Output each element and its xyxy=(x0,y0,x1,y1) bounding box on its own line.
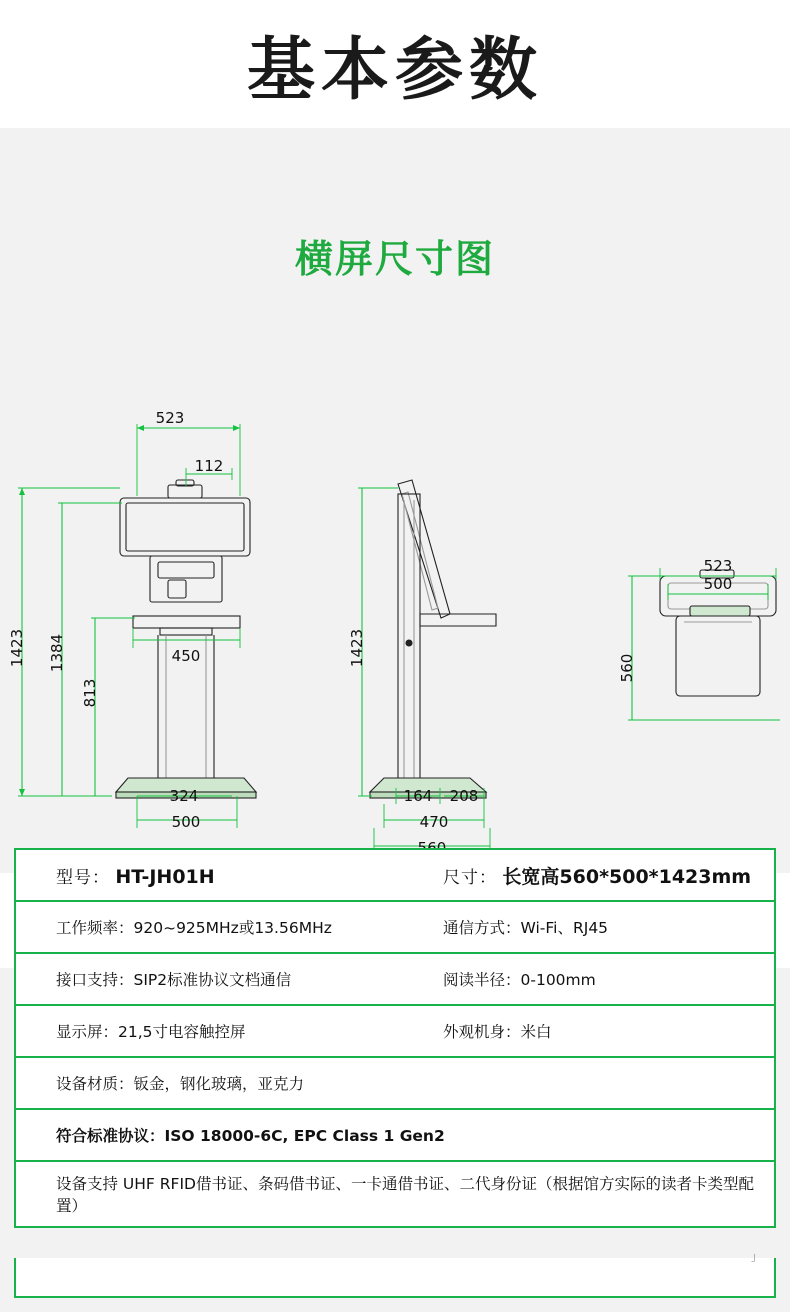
page-title: 基本参数 xyxy=(246,31,543,110)
spec-label: 型号： xyxy=(56,867,110,888)
dim-top-523: 523 xyxy=(703,557,733,575)
spec-cell: 显示屏：21,5寸电容触控屏 xyxy=(56,1023,246,1041)
spec-value: 长宽高560*500*1423mm xyxy=(502,865,752,888)
spec-cell: 接口支持：SIP2标准协议文档通信 xyxy=(56,971,292,989)
dim-front-112: 112 xyxy=(194,457,224,475)
table-row xyxy=(16,954,774,1006)
dim-front-500: 500 xyxy=(171,813,201,831)
spec-cell: 符合标准协议：ISO 18000-6C, EPC Class 1 Gen2 xyxy=(56,1127,445,1145)
dim-front-523: 523 xyxy=(155,409,185,427)
table-row xyxy=(16,1058,774,1110)
dim-front-324: 324 xyxy=(169,787,199,805)
spec-table xyxy=(14,848,776,1228)
spec-value: HT-JH01H xyxy=(115,865,215,888)
dim-front-450: 450 xyxy=(171,647,201,665)
spec-cell: 阅读半径：0-100mm xyxy=(443,971,596,989)
footer-mark: 」 xyxy=(751,1251,762,1263)
dim-side-1423: 1423 xyxy=(348,628,366,668)
dim-side-470: 470 xyxy=(419,813,449,831)
table-row xyxy=(16,1006,774,1058)
spec-cell: 设备支持 UHF RFID借书证、条码借书证、一卡通借书证、二代身份证（根据馆方实际的读者卡类型配置） xyxy=(56,1175,754,1215)
technical-drawing-svg xyxy=(0,128,790,840)
dim-side-208: 208 xyxy=(449,787,479,805)
spec-cell: 工作频率：920~925MHz或13.56MHz xyxy=(56,919,332,937)
dim-side-164: 164 xyxy=(403,787,433,805)
page-header xyxy=(0,0,790,128)
table-footer-blank xyxy=(14,1258,776,1298)
table-row xyxy=(16,1110,774,1162)
table-row xyxy=(16,902,774,954)
spec-cell: 通信方式：Wi-Fi、RJ45 xyxy=(443,919,609,937)
dim-top-500: 500 xyxy=(703,575,733,593)
dimension-drawing-area xyxy=(0,128,790,840)
dim-front-813: 813 xyxy=(81,678,99,708)
spec-cell: 外观机身：米白 xyxy=(443,1023,552,1041)
spec-cell: 设备材质：钣金，钢化玻璃，亚克力 xyxy=(56,1075,305,1093)
dim-top-560: 560 xyxy=(618,653,636,683)
table-row xyxy=(16,850,774,902)
page-bottom-band xyxy=(0,1298,790,1312)
dim-front-1423: 1423 xyxy=(8,628,26,668)
dim-front-1384: 1384 xyxy=(48,633,66,673)
spec-cell xyxy=(16,853,431,898)
drawing-subtitle: 横屏尺寸图 xyxy=(294,236,495,281)
spec-cell xyxy=(431,852,774,899)
spec-label: 尺寸： xyxy=(443,867,497,888)
table-row xyxy=(16,1162,774,1226)
